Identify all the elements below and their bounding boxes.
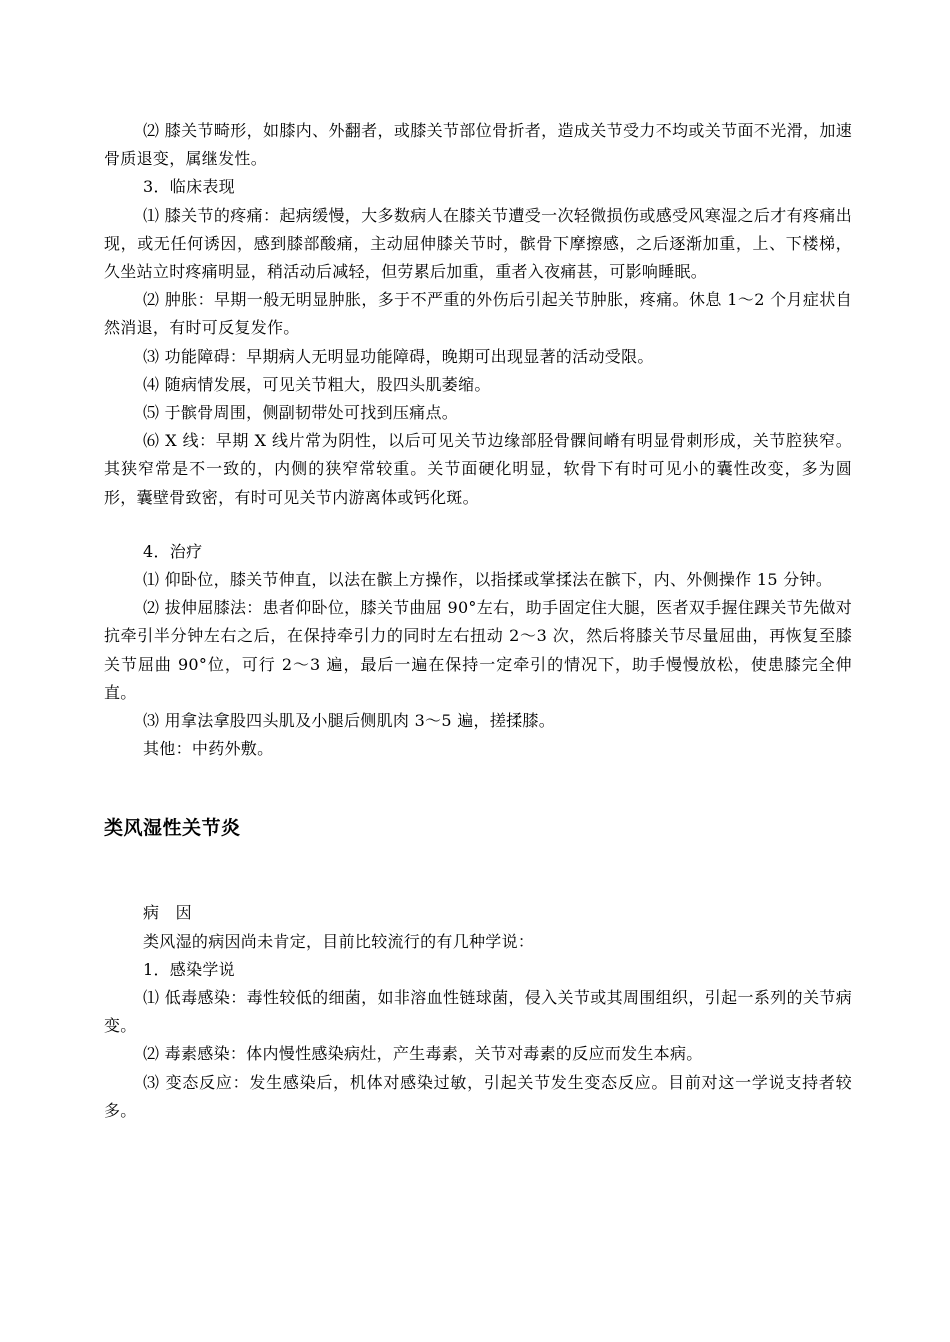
paragraph-toxin-infection: ⑵ 毒素感染：体内慢性感染病灶，产生毒素，关节对毒素的反应而发生本病。 — [143, 1044, 703, 1064]
paragraph-xray: ⑹ X 线：早期 X 线片常为阴性，以后可见关节边缘部胫骨髁间嵴有明显骨刺形成，关节腔狭窄。其狭窄常是不一致的，内侧的狭窄常较重。关节面硬化明显，软骨下有时可见小的囊性改变，多为圆形，囊壁骨致密，有时可见关节内游离体或钙化斑。 — [104, 431, 852, 507]
paragraph-pain: ⑴ 膝关节的疼痛：起病缓慢，大多数病人在膝关节遭受一次轻微损伤或感受风寒湿之后才有疼痛出现，或无任何诱因，感到膝部酸痛，主动屈伸膝关节时，髌骨下摩擦感，之后逐渐加重，上、下楼梯，久坐站立时疼痛明显，稍活动后减轻，但劳累后加重，重者入夜痛甚，可影响睡眠。 — [104, 205, 852, 282]
paragraph-progression: ⑷ 随病情发展，可见关节粗大，股四头肌萎缩。 — [143, 374, 491, 394]
subheading-treatment: 4．治疗 — [143, 541, 203, 561]
paragraph-low-toxicity: ⑴ 低毒感染：毒性较低的细菌，如非溶血性链球菌，侵入关节或其周围组织，引起一系列的关节病变。 — [104, 988, 852, 1036]
paragraph-treatment-1: ⑴ 仰卧位，膝关节伸直，以法在髌上方操作，以指揉或掌揉法在髌下，内、外侧操作 15 分钟。 — [143, 570, 833, 590]
paragraph-other: 其他：中药外敷。 — [143, 739, 274, 759]
paragraph-treatment-3: ⑶ 用拿法拿股四头肌及小腿后侧肌肉 3～5 遍，搓揉膝。 — [143, 711, 556, 731]
paragraph-swelling: ⑵ 肿胀：早期一般无明显肿胀，多于不严重的外伤后引起关节肿胀，疼痛。休息 1～2 个月症状自然消退，有时可反复发作。 — [104, 290, 852, 338]
subheading-infection-theory: 1．感染学说 — [143, 959, 235, 979]
paragraph-dysfunction: ⑶ 功能障碍：早期病人无明显功能障碍，晚期可出现显著的活动受限。 — [143, 346, 654, 366]
section-heading: 类风湿性关节炎 — [104, 817, 241, 840]
document-page — [104, 117, 852, 1125]
paragraph-etiology-intro: 类风湿的病因尚未肯定，目前比较流行的有几种学说： — [143, 931, 535, 951]
paragraph-tender-point: ⑸ 于髌骨周围，侧副韧带处可找到压痛点。 — [143, 403, 459, 423]
paragraph-cause-2: ⑵ 膝关节畸形，如膝内、外翻者，或膝关节部位骨折者，造成关节受力不均或关节面不光滑，加速骨质退变，属继发性。 — [104, 121, 852, 169]
blank-space — [104, 763, 852, 813]
subheading-clinical: 3．临床表现 — [143, 177, 235, 197]
paragraph-treatment-2: ⑵ 拔伸屈膝法：患者仰卧位，膝关节曲屈 90°左右，助手固定住大腿，医者双手握住踝关节先做对抗牵引半分钟左右之后，在保持牵引力的同时左右扭动 2～3 次，然后将膝关节尽量屈曲，再恢复至膝关节屈曲 90°位，可行 2～3 遍，最后一遍在保持一定牵引的情况下，助手慢慢放松，使患膝完全伸直。 — [104, 598, 852, 702]
paragraph-allergic-reaction: ⑶ 变态反应：发生感染后，机体对感染过敏，引起关节发生变态反应。目前对这一学说支持者较多。 — [104, 1072, 852, 1120]
blank-space — [104, 843, 852, 899]
subheading-etiology: 病 因 — [143, 903, 192, 923]
blank-line — [104, 512, 852, 538]
